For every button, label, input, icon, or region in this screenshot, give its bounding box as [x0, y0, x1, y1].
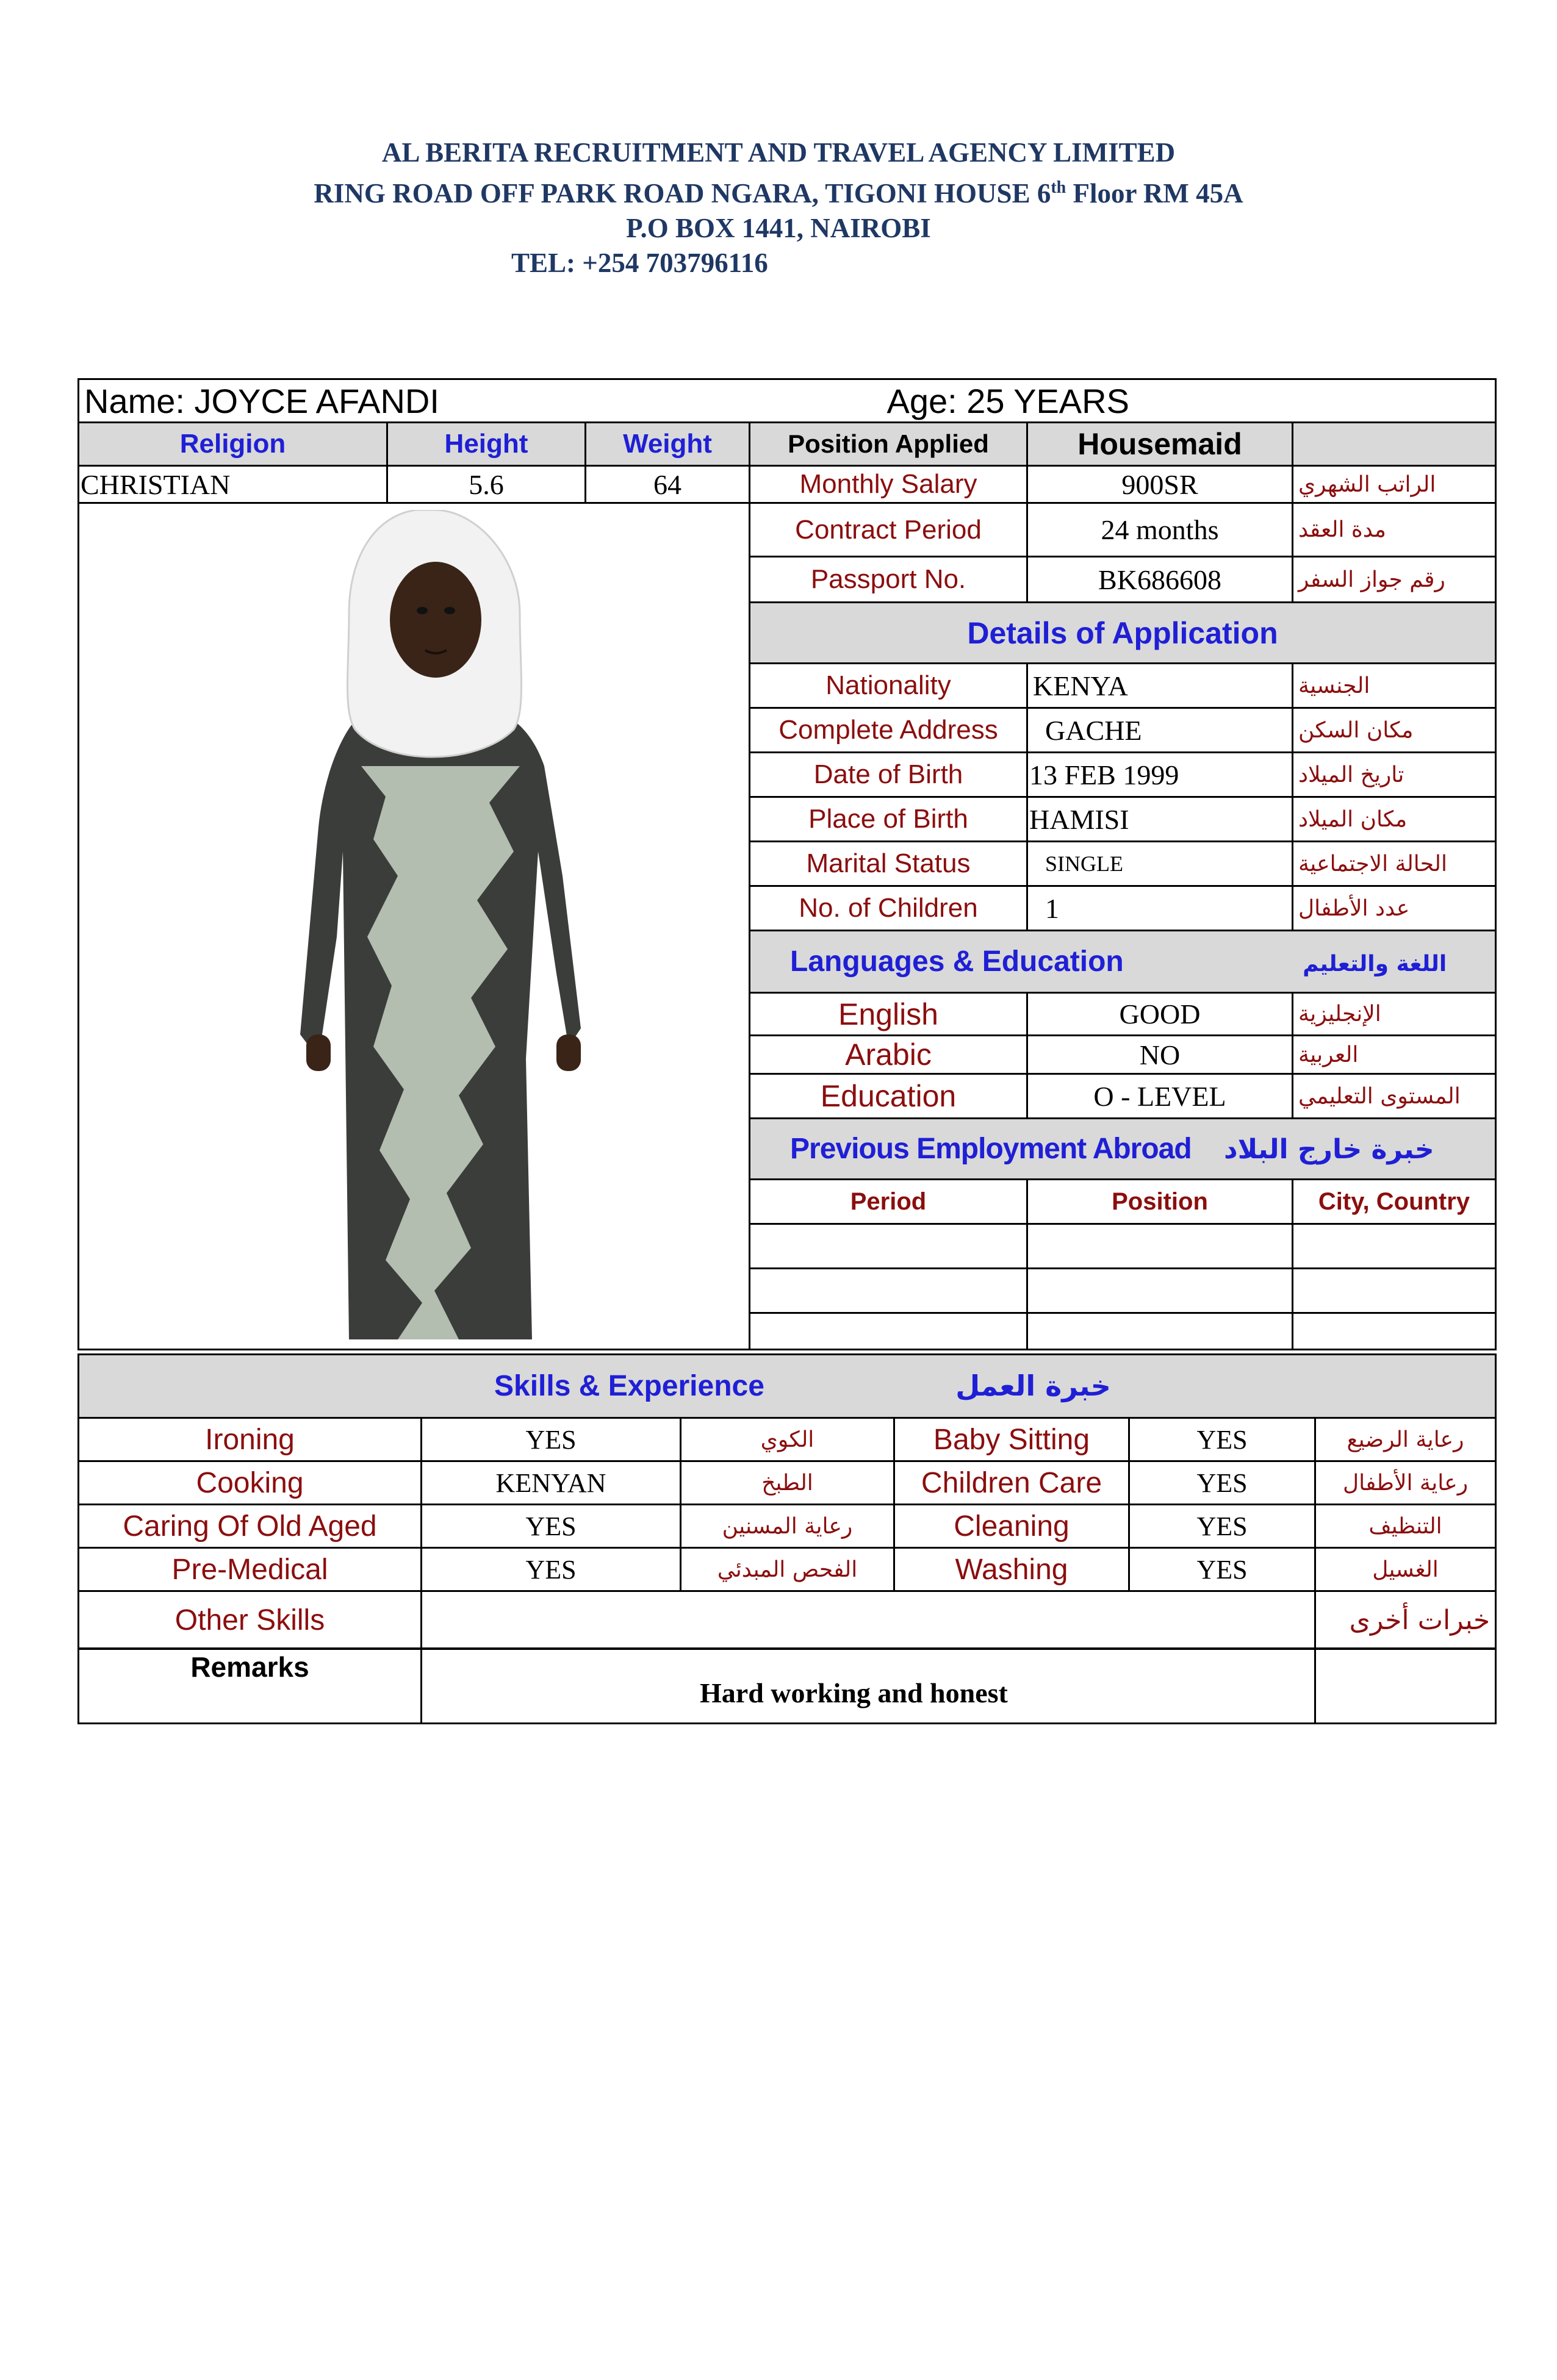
employment-title-arabic: خبرة خارج البلاد [1224, 1134, 1434, 1165]
employment-header-city: City, Country [1293, 1180, 1496, 1224]
skill-pre-medical-arabic: الفحص المبدئي [681, 1548, 894, 1591]
arabic-arabic: العربية [1293, 1036, 1496, 1074]
monthly-salary-value: 900SR [1027, 466, 1293, 503]
english-label: English [750, 993, 1027, 1036]
skill-cooking-arabic: الطبخ [681, 1461, 894, 1505]
address-arabic: مكان السكن [1293, 708, 1496, 753]
skill-children-care-value: YES [1129, 1461, 1315, 1505]
agency-name: AL BERITA RECRUITMENT AND TRAVEL AGENCY LIMITED [381, 137, 1176, 168]
skill-washing-label: Washing [894, 1548, 1129, 1591]
pob-value: HAMISI [1027, 797, 1293, 842]
skills-section-title [79, 1355, 1496, 1418]
skill-old-aged-label: Caring Of Old Aged [79, 1505, 422, 1548]
religion-header: Religion [79, 423, 387, 466]
skill-ironing-value: YES [422, 1418, 681, 1461]
remarks-arabic-cell [1315, 1649, 1496, 1724]
children-value: 1 [1027, 886, 1293, 931]
contract-period-value: 24 months [1027, 503, 1293, 557]
name-age-row [79, 379, 1496, 423]
employment-cell [1293, 1313, 1496, 1350]
application-form-main [77, 378, 1497, 1350]
employment-cell [1027, 1269, 1293, 1313]
education-arabic: المستوى التعليمي [1293, 1074, 1496, 1119]
agency-pobox: P.O BOX 1441, NAIROBI [626, 213, 931, 243]
weight-value: 64 [586, 466, 750, 503]
skill-washing-arabic: الغسيل [1315, 1548, 1496, 1591]
dob-arabic: تاريخ الميلاد [1293, 753, 1496, 797]
address-label: Complete Address [750, 708, 1027, 753]
marital-status-arabic: الحالة الاجتماعية [1293, 842, 1496, 886]
education-value: O - LEVEL [1027, 1074, 1293, 1119]
skill-cleaning-arabic: التنظيف [1315, 1505, 1496, 1548]
details-section-title: Details of Application [750, 603, 1496, 664]
children-label: No. of Children [750, 886, 1027, 931]
skill-cleaning-value: YES [1129, 1505, 1315, 1548]
remarks-label: Remarks [79, 1649, 422, 1724]
skill-baby-sitting-arabic: رعاية الرضيع [1315, 1418, 1496, 1461]
position-applied-header: Position Applied [750, 423, 1027, 466]
pob-label: Place of Birth [750, 797, 1027, 842]
skill-cleaning-label: Cleaning [894, 1505, 1129, 1548]
skill-cooking-value: KENYAN [422, 1461, 681, 1505]
passport-value: BK686608 [1027, 557, 1293, 603]
weight-header: Weight [586, 423, 750, 466]
other-skills-value [422, 1591, 1315, 1649]
marital-status-label: Marital Status [750, 842, 1027, 886]
arabic-label: Arabic [750, 1036, 1027, 1074]
languages-title-arabic: اللغة والتعليم [1303, 952, 1447, 977]
skill-baby-sitting-label: Baby Sitting [894, 1418, 1129, 1461]
other-skills-arabic: خبرات أخرى [1315, 1591, 1496, 1649]
employment-header-period: Period [750, 1180, 1027, 1224]
monthly-salary-label: Monthly Salary [750, 466, 1027, 503]
skill-baby-sitting-value: YES [1129, 1418, 1315, 1461]
education-label: Education [750, 1074, 1027, 1119]
other-skills-label: Other Skills [79, 1591, 422, 1649]
skill-ironing-label: Ironing [79, 1418, 422, 1461]
skills-title-arabic: خبرة العمل [955, 1369, 1111, 1402]
monthly-salary-arabic: الراتب الشهري [1293, 466, 1496, 503]
employment-section-title [750, 1119, 1496, 1180]
nationality-arabic: الجنسية [1293, 664, 1496, 708]
dob-label: Date of Birth [750, 753, 1027, 797]
pob-arabic: مكان الميلاد [1293, 797, 1496, 842]
employment-cell [1293, 1269, 1496, 1313]
agency-telephone: TEL: +254 703796116 [511, 248, 768, 278]
employment-cell [750, 1269, 1027, 1313]
skill-cooking-label: Cooking [79, 1461, 422, 1505]
employment-title: Previous Employment Abroad [790, 1133, 1192, 1165]
height-value: 5.6 [387, 466, 586, 503]
passport-label: Passport No. [750, 557, 1027, 603]
dob-value: 13 FEB 1999 [1027, 753, 1293, 797]
nationality-label: Nationality [750, 664, 1027, 708]
position-value: Housemaid [1027, 423, 1293, 466]
marital-status-value: SINGLE [1027, 842, 1293, 886]
skill-old-aged-value: YES [422, 1505, 681, 1548]
employment-cell [750, 1313, 1027, 1350]
skills-title: Skills & Experience [494, 1370, 764, 1402]
children-arabic: عدد الأطفال [1293, 886, 1496, 931]
skill-pre-medical-value: YES [422, 1548, 681, 1591]
english-value: GOOD [1027, 993, 1293, 1036]
passport-arabic: رقم جواز السفر [1293, 557, 1496, 603]
skill-old-aged-arabic: رعاية المسنين [681, 1505, 894, 1548]
skill-ironing-arabic: الكوي [681, 1418, 894, 1461]
languages-section-title [750, 931, 1496, 993]
height-header: Height [387, 423, 586, 466]
remarks-value: Hard working and honest [422, 1649, 1315, 1724]
applicant-photo [276, 510, 593, 1350]
employment-cell [1293, 1224, 1496, 1269]
contract-period-arabic: مدة العقد [1293, 503, 1496, 557]
employment-cell [1027, 1224, 1293, 1269]
applicant-age: Age: 25 YEARS [886, 381, 1129, 420]
agency-address: RING ROAD OFF PARK ROAD NGARA, TIGONI HOUSE 6th Floor RM 45A [314, 178, 1243, 209]
agency-header [0, 135, 1557, 281]
skills-table [77, 1353, 1497, 1650]
religion-value: CHRISTIAN [79, 466, 387, 503]
skill-pre-medical-label: Pre-Medical [79, 1548, 422, 1591]
photo-cell [79, 503, 750, 1350]
position-arabic-cell [1293, 423, 1496, 466]
address-value: GACHE [1027, 708, 1293, 753]
employment-header-position: Position [1027, 1180, 1293, 1224]
applicant-name: Name: JOYCE AFANDI [84, 381, 439, 420]
nationality-value: KENYA [1027, 664, 1293, 708]
employment-cell [750, 1224, 1027, 1269]
skill-washing-value: YES [1129, 1548, 1315, 1591]
employment-cell [1027, 1313, 1293, 1350]
skill-children-care-arabic: رعاية الأطفال [1315, 1461, 1496, 1505]
english-arabic: الإنجليزية [1293, 993, 1496, 1036]
languages-title: Languages & Education [790, 945, 1124, 978]
skill-children-care-label: Children Care [894, 1461, 1129, 1505]
arabic-value: NO [1027, 1036, 1293, 1074]
remarks-table [77, 1647, 1497, 1724]
contract-period-label: Contract Period [750, 503, 1027, 557]
